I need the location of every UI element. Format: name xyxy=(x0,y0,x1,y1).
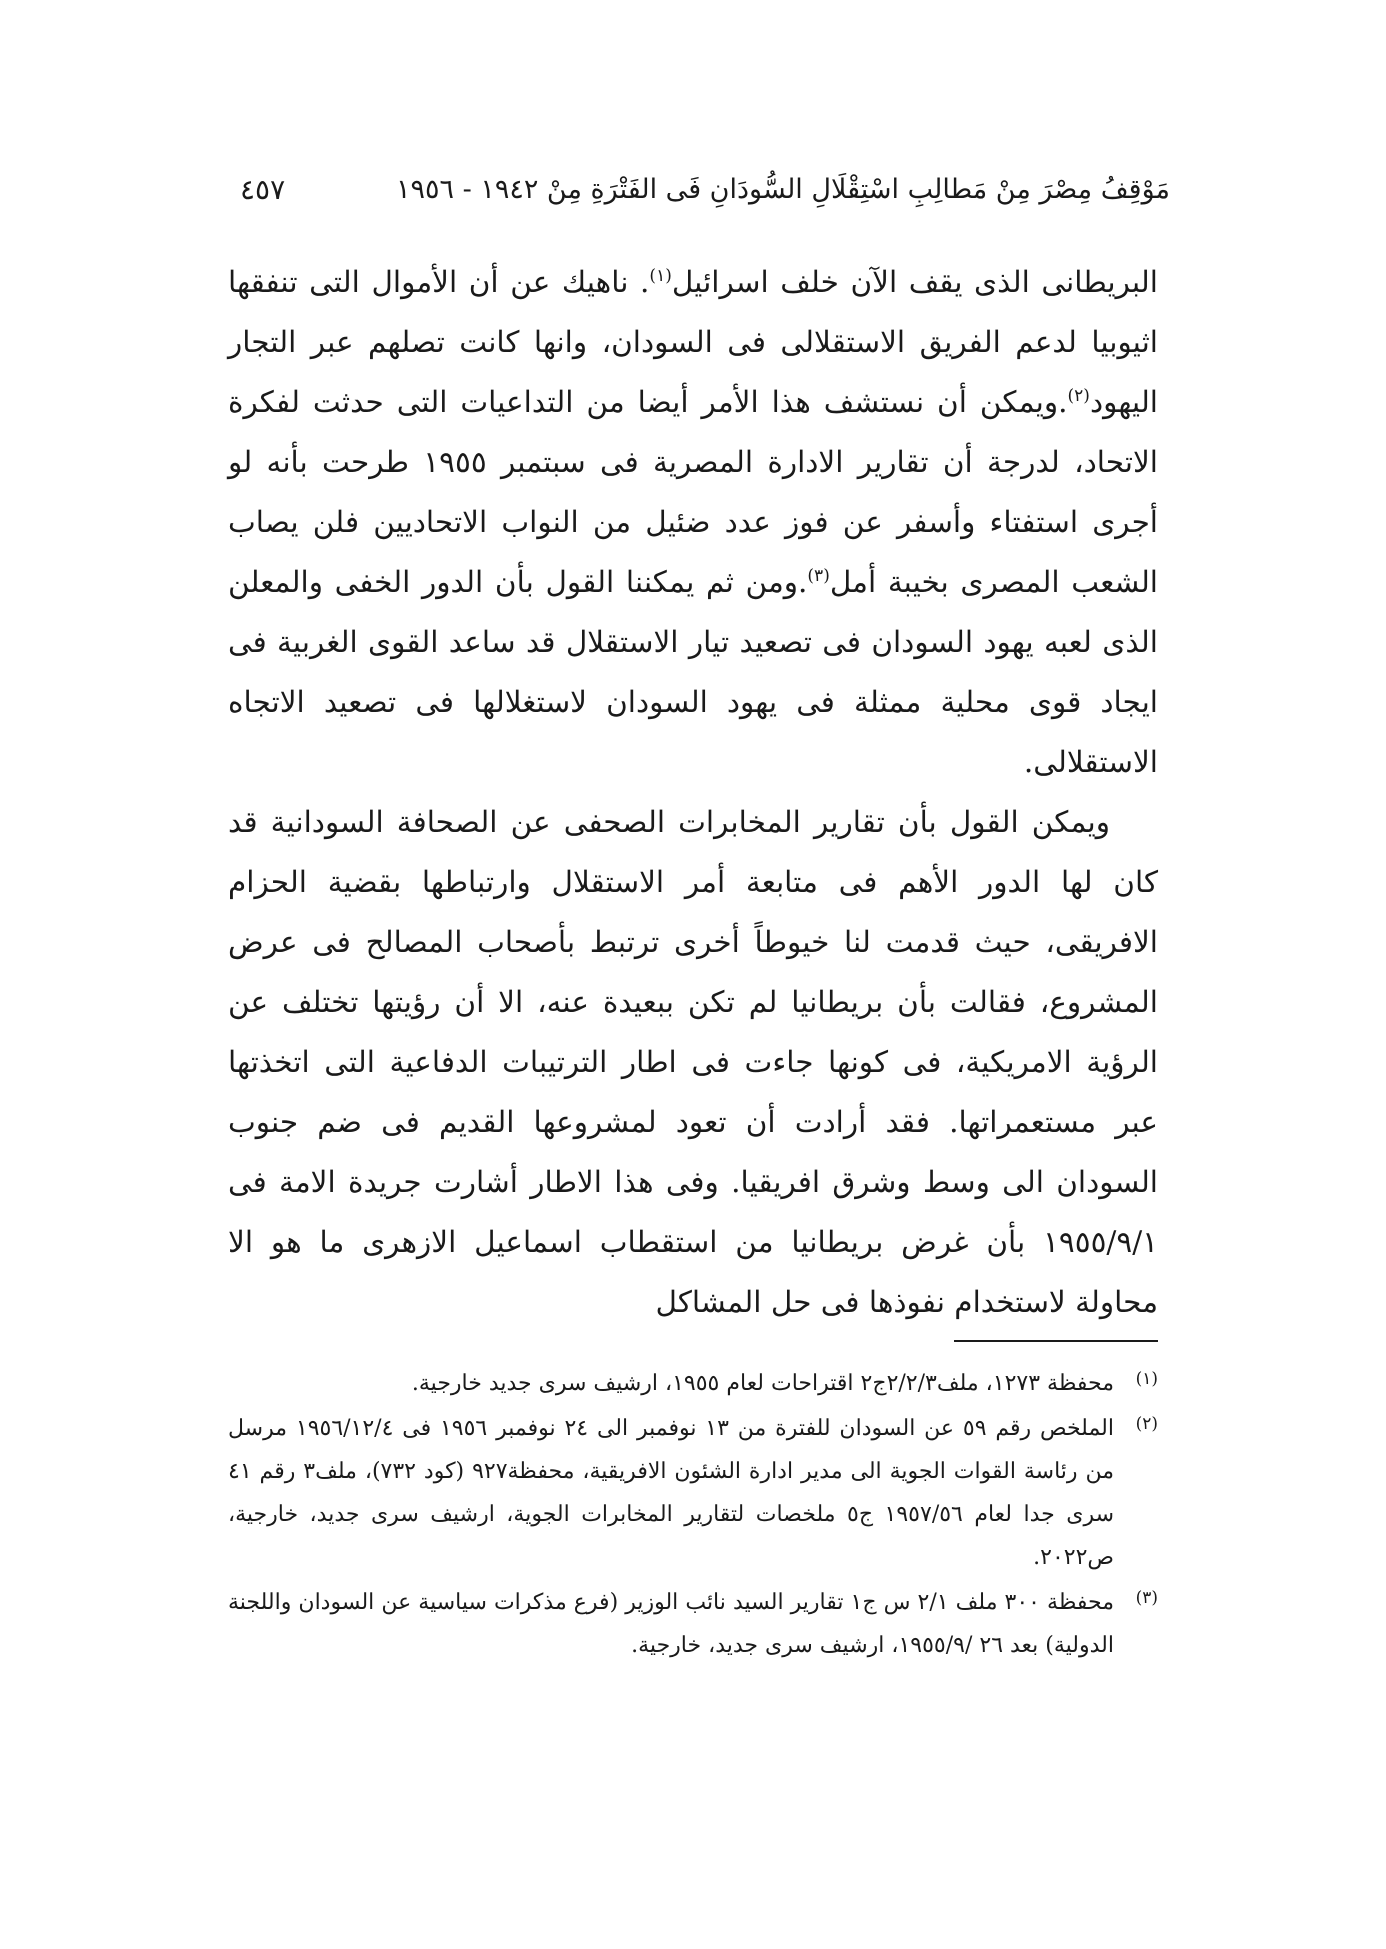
paragraph-2: ويمكن القول بأن تقارير المخابرات الصحفى عن الصحافة السودانية قد كان لها الدور الأهم فى متابعة أمر الاستقلال وارتباطها بقضية الحزام الافريقى، حيث قدمت لنا خيوطاً أخرى ترتبط بأصحاب المصالح فى عرض المشروع، فقالت بأن بريطانيا لم تكن ببعيدة عنه، الا أن رؤيتها تختلف عن الرؤية الامريكية، فى كونها جاءت فى اطار الترتيبات الدفاعية التى اتخذتها عبر مستعمراتها. فقد أرادت أن تعود لمشروعها القديم فى ضم جنوب السودان الى وسط وشرق افريقيا. وفى هذا الاطار أشارت جريدة الامة فى ١٩٥٥/٩/١ بأن غرض بريطانيا من استقطاب اسماعيل الازهرى ما هو الا محاولة لاستخدام نفوذها فى حل المشاكل xyxy=(228,805,1158,1319)
footnote-text: الملخص رقم ٥٩ عن السودان للفترة من ١٣ نوفمبر الى ٢٤ نوفمبر ١٩٥٦ فى ١٩٥٦/١٢/٤ مرسل من رئاسة القوات الجوية الى مدير ادارة الشئون الافريقية، محفظة٩٢٧ (كود ٧٣٢)، ملف٣ رقم ٤١ سرى جدا لعام ١٩٥٧/٥٦ ج٥ ملخصات لتقارير المخابرات الجوية، ارشيف سرى جديد، خارجية، ص٢٠٢٢. xyxy=(228,1416,1115,1570)
paragraph-1-part-3: .ويمكن أن نستشف هذا الأمر أيضا من التداعيات التى حدثت لفكرة الاتحاد، لدرجة أن تقارير الادارة المصرية فى سبتمبر ١٩٥٥ طرحت بأنه لو أجرى استفتاء وأسفر عن فوز عدد ضئيل من النواب الاتحاديين فلن يصاب الشعب المصرى بخيبة أمل xyxy=(228,385,1159,599)
paragraph-1-part-1: البريطانى الذى يقف الآن خلف اسرائيل xyxy=(671,265,1158,299)
running-title: مَوْقِفُ مِصْرَ مِنْ مَطالِبِ اسْتِقْلَالِ السُّودَانِ فَى الفَتْرَةِ مِنْ ١٩٤٢ - ١٩٥٦ xyxy=(396,174,1170,205)
footnote-1 xyxy=(228,1362,1158,1405)
body-text xyxy=(228,252,1158,1332)
footnote-2 xyxy=(228,1407,1158,1579)
footnote-3 xyxy=(228,1581,1158,1667)
footnotes xyxy=(228,1362,1158,1669)
footnote-marker: (١) xyxy=(1135,1369,1158,1389)
footnote-marker: (٢) xyxy=(1135,1414,1158,1434)
footnote-ref-1: (١) xyxy=(649,266,672,287)
paragraph-1-part-2: . ناهيك عن أن الأموال التى تنفقها اثيوبيا لدعم الفريق الاستقلالى فى السودان، وانها كانت تصلهم عبر التجار اليهود xyxy=(228,265,1158,419)
footnote-separator xyxy=(954,1340,1158,1342)
footnote-text: محفظة ١٢٧٣، ملف٢/٢/٣ج٢ اقتراحات لعام ١٩٥٥، ارشيف سرى جديد خارجية. xyxy=(411,1371,1114,1396)
footnote-ref-3: (٣) xyxy=(807,566,830,587)
paragraph-1 xyxy=(228,252,1158,792)
page-header xyxy=(240,165,1170,215)
footnote-ref-2: (٢) xyxy=(1067,386,1090,407)
footnote-text: محفظة ٣٠٠ ملف ٢/١ س ج١ تقارير السيد نائب الوزير (فرع مذكرات سياسية عن السودان واللجنة الدولية) بعد ٢٦ /١٩٥٥/٩، ارشيف سرى جديد، خارجية. xyxy=(228,1590,1114,1658)
footnote-marker: (٣) xyxy=(1135,1588,1158,1608)
page-number: ٤٥٧ xyxy=(240,173,286,206)
paragraph-1-part-4: .ومن ثم يمكننا القول بأن الدور الخفى والمعلن الذى لعبه يهود السودان فى تصعيد تيار الاستقلال قد ساعد القوى الغربية فى ايجاد قوى محلية ممثلة فى يهود السودان لاستغلالها فى تصعيد الاتجاه الاستقلالى. xyxy=(228,565,1158,779)
